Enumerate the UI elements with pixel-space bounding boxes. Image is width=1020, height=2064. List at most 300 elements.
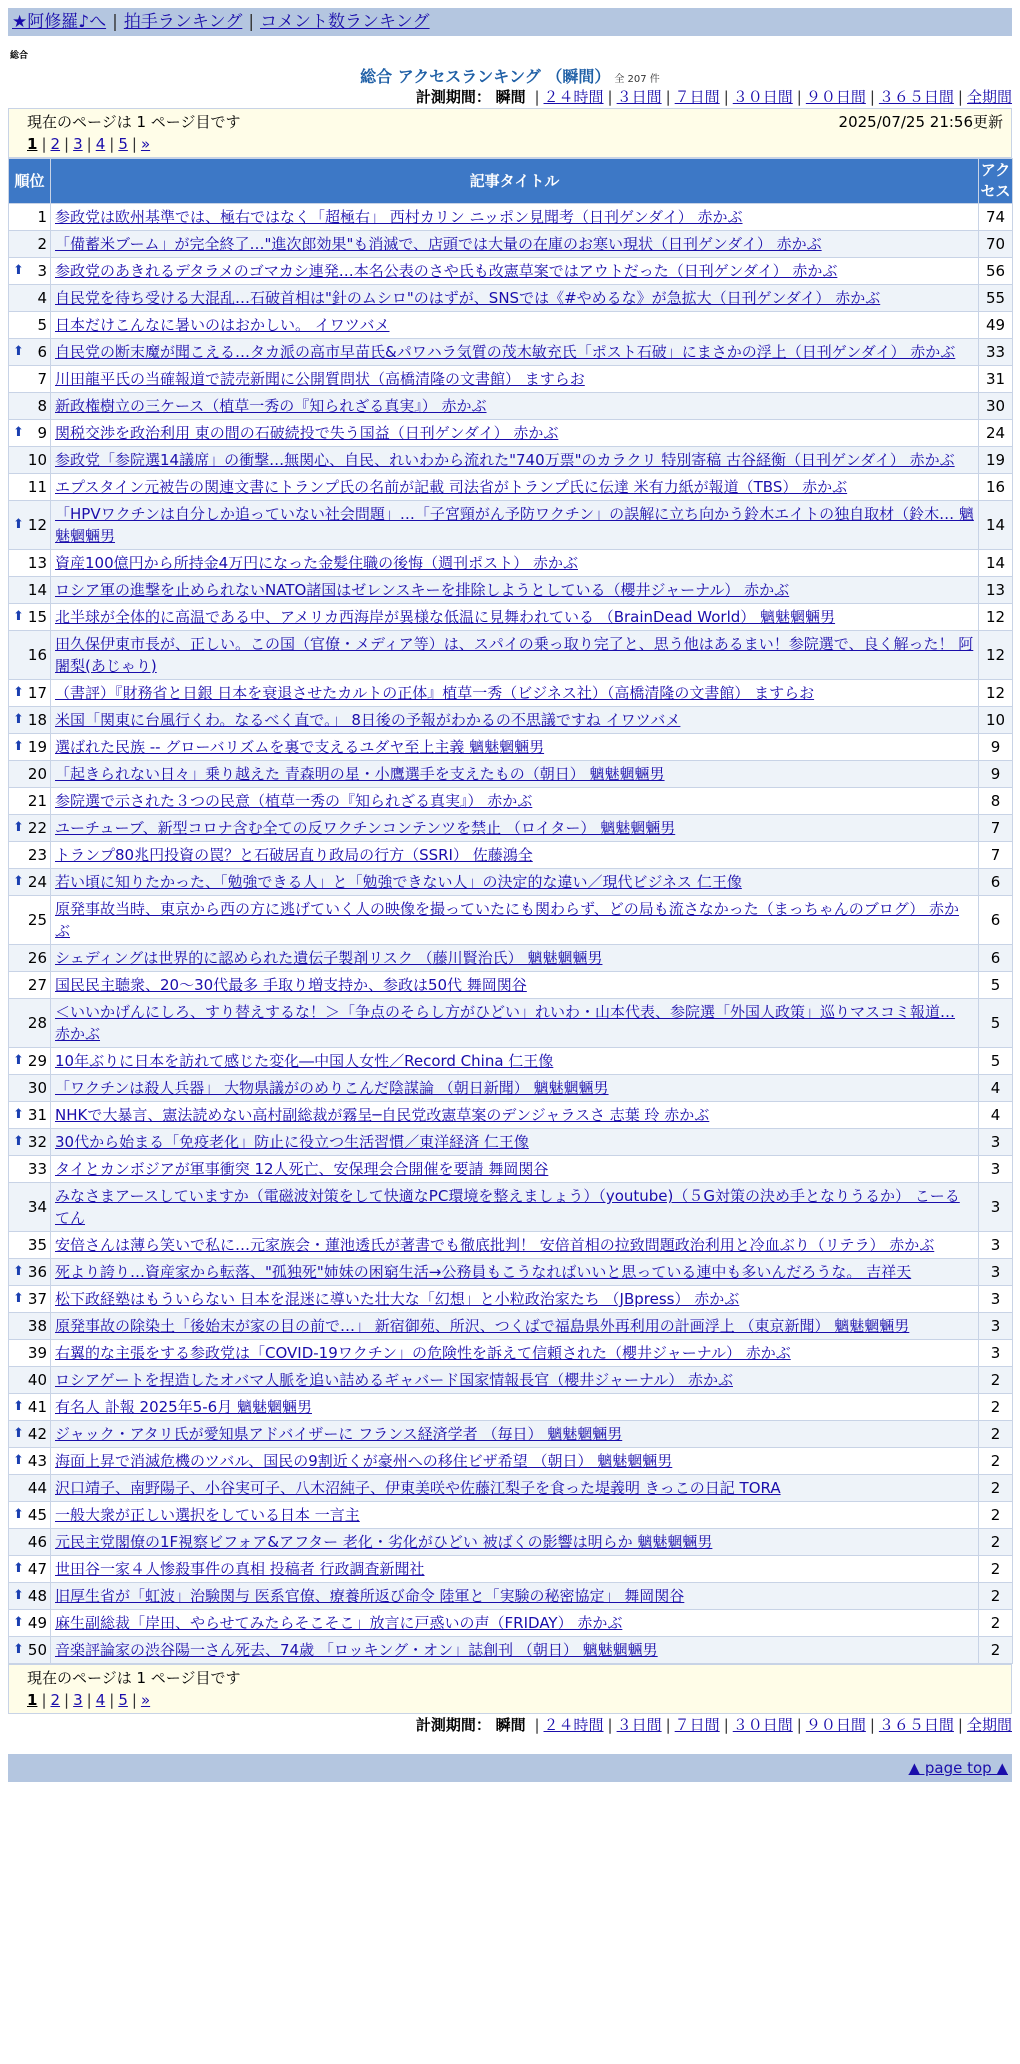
rank-number: 24 bbox=[27, 873, 47, 891]
rank-number: 12 bbox=[27, 516, 47, 534]
article-link[interactable]: 関税交渉を政治利用 東の間の石破続投で失う国益（日刊ゲンダイ） 赤かぶ bbox=[55, 424, 559, 442]
article-link[interactable]: トランプ80兆円投資の罠？と石破居直り政局の行方（SSRI） 佐藤鴻全 bbox=[55, 846, 533, 864]
period-link[interactable]: ２４時間 bbox=[543, 88, 604, 106]
rank-number: 8 bbox=[37, 397, 47, 415]
pager-bottom bbox=[8, 1664, 1012, 1714]
ranking-title-block bbox=[8, 64, 1012, 86]
rank-up-arrow-icon: ⬆ bbox=[13, 1588, 24, 1603]
page-link[interactable]: 2 bbox=[50, 1691, 61, 1709]
title-cell bbox=[51, 474, 979, 501]
title-cell bbox=[51, 393, 979, 420]
page-links bbox=[27, 1689, 1003, 1711]
article-link[interactable]: 海面上昇で消滅危機のツバル、国民の9割近くが豪州への移住ビザ希望 （朝日） 魑魅魍魎男 bbox=[55, 1452, 673, 1470]
period-current: 瞬間 bbox=[495, 1716, 526, 1734]
table-row bbox=[9, 842, 1013, 869]
access-count: 24 bbox=[979, 420, 1013, 447]
access-count: 2 bbox=[979, 1475, 1013, 1502]
rank-number: 39 bbox=[27, 1344, 47, 1362]
rank-up-arrow-icon: ⬆ bbox=[13, 1107, 24, 1122]
article-link[interactable]: 原発事故の除染土「後始末が家の目の前で…」 新宿御苑、所沢、つくばで福島県外再利用の計画浮上 （東京新聞） 魑魅魍魎男 bbox=[55, 1317, 910, 1335]
page-separator: | bbox=[41, 1691, 47, 1709]
article-link[interactable]: 自民党の断末魔が聞こえる…タカ派の高市早苗氏&パワハラ気質の茂木敏充氏「ポスト石破」にまさかの浮上（日刊ゲンダイ） 赤かぶ bbox=[55, 343, 956, 361]
rank-number: 5 bbox=[37, 316, 47, 334]
period-link[interactable]: ９０日間 bbox=[805, 88, 866, 106]
rank-up-arrow-icon: ⬆ bbox=[13, 1561, 24, 1576]
rank-up-arrow-icon: ⬆ bbox=[13, 1264, 24, 1279]
article-link[interactable]: ＜いいかげんにしろ、すり替えするな！＞「争点のそらし方がひどい」れいわ・山本代表、参院選「外国人政策」巡りマスコミ報道… 赤かぶ bbox=[55, 1003, 956, 1043]
rank-number: 33 bbox=[27, 1160, 47, 1178]
access-count: 4 bbox=[979, 1102, 1013, 1129]
access-count: 7 bbox=[979, 842, 1013, 869]
rank-number: 25 bbox=[27, 911, 47, 929]
rank-up-arrow-icon: ⬆ bbox=[13, 874, 24, 889]
title-cell bbox=[51, 339, 979, 366]
period-link[interactable]: ２４時間 bbox=[543, 1716, 604, 1734]
article-link[interactable]: タイとカンボジアが軍事衝突 12人死亡、安保理会合開催を要請 舞岡関谷 bbox=[55, 1160, 549, 1178]
access-count: 6 bbox=[979, 896, 1013, 945]
period-link[interactable]: 全期間 bbox=[966, 1716, 1012, 1734]
rank-up-arrow-icon: ⬆ bbox=[13, 712, 24, 727]
period-separator: | bbox=[723, 88, 729, 106]
table-row bbox=[9, 945, 1013, 972]
current-page-text: 現在のページは 1 ページ目です bbox=[27, 113, 241, 131]
article-link[interactable]: 参政党のあきれるデタラメのゴマカシ連発…本名公表のさや氏も改憲草案ではアウトだった（日刊ゲンダイ） 赤かぶ bbox=[55, 262, 838, 280]
title-cell bbox=[51, 1259, 979, 1286]
rank-up-arrow-icon: ⬆ bbox=[13, 1615, 24, 1630]
article-link[interactable]: 沢口靖子、南野陽子、小谷実可子、八木沼純子、伊東美咲や佐藤江梨子を食った堤義明 きっこの日記 TORA bbox=[55, 1479, 781, 1497]
rank-number: 46 bbox=[27, 1533, 47, 1551]
article-link[interactable]: 参政党「参院選14議席」の衝撃…無関心、自民、れいわから流れた"740万票"のカラクリ 特別寄稿 古谷経衡（日刊ゲンダイ） 赤かぶ bbox=[55, 451, 955, 469]
rank-cell bbox=[9, 312, 51, 339]
period-link[interactable]: ３６５日間 bbox=[878, 88, 954, 106]
rank-number: 20 bbox=[27, 765, 47, 783]
table-row bbox=[9, 285, 1013, 312]
table-row bbox=[9, 366, 1013, 393]
article-link[interactable]: 一般大衆が正しい選択をしている日本 一言主 bbox=[55, 1506, 360, 1524]
table-row bbox=[9, 1259, 1013, 1286]
article-link[interactable]: 「HPVワクチンは自分しか追っていない社会問題」…「子宮頸がん予防ワクチン」の誤解に立ち向かう鈴木エイトの独自取材（鈴木… 魑魅魍魎男 bbox=[55, 505, 974, 545]
table-row bbox=[9, 1286, 1013, 1313]
article-link[interactable]: 旧厚生省が「虹波」治験関与 医系官僚、療養所返び命令 陸軍と「実験の秘密協定」 舞岡関谷 bbox=[55, 1587, 685, 1605]
table-row bbox=[9, 1529, 1013, 1556]
title-header: 記事タイトル bbox=[51, 159, 979, 204]
rank-up-arrow-icon: ⬆ bbox=[13, 517, 24, 532]
rank-up-arrow-icon: ⬆ bbox=[13, 1053, 24, 1068]
top-nav bbox=[8, 8, 1012, 36]
article-link[interactable]: 田久保伊東市長が、正しい。この国（官僚・メディア等）は、スパイの乗っ取り完了と、思う他はあるまい！参院選で、良く解った！ 阿闍梨(あじゃり) bbox=[55, 635, 974, 675]
title-cell bbox=[51, 1102, 979, 1129]
title-cell bbox=[51, 1048, 979, 1075]
title-cell bbox=[51, 1286, 979, 1313]
title-cell bbox=[51, 577, 979, 604]
period-label: 計測期間： bbox=[415, 88, 491, 106]
rank-cell bbox=[9, 604, 51, 631]
access-count: 13 bbox=[979, 577, 1013, 604]
access-count: 5 bbox=[979, 999, 1013, 1048]
table-row bbox=[9, 312, 1013, 339]
period-selector-bottom bbox=[8, 1714, 1012, 1736]
title-cell bbox=[51, 869, 979, 896]
rank-cell bbox=[9, 366, 51, 393]
page-top-link[interactable]: ▲ page top ▲ bbox=[908, 1759, 1008, 1777]
rank-number: 41 bbox=[27, 1398, 47, 1416]
article-link[interactable]: 音楽評論家の渋谷陽一さん死去、74歳 「ロッキング・オン」誌創刊 （朝日） 魑魅魍魎男 bbox=[55, 1641, 658, 1659]
page-link[interactable]: 5 bbox=[118, 1691, 128, 1709]
table-row bbox=[9, 1048, 1013, 1075]
rank-cell bbox=[9, 339, 51, 366]
article-link[interactable]: ユーチューブ、新型コロナ含む全ての反ワクチンコンテンツを禁止 （ロイター） 魑魅魍魎男 bbox=[55, 819, 676, 837]
rank-cell bbox=[9, 420, 51, 447]
rank-cell bbox=[9, 258, 51, 285]
rank-cell bbox=[9, 501, 51, 550]
rank-number: 15 bbox=[27, 608, 47, 626]
rank-number: 26 bbox=[27, 949, 47, 967]
rank-cell bbox=[9, 1556, 51, 1583]
period-separator: | bbox=[723, 1716, 729, 1734]
article-link[interactable]: 若い頃に知りたかった、「勉強できる人」と「勉強できない人」の決定的な違い／現代ビジネス 仁王像 bbox=[55, 873, 742, 891]
access-count: 2 bbox=[979, 1448, 1013, 1475]
access-header: アクセス bbox=[979, 159, 1013, 204]
article-link[interactable]: みなさまアースしていますか（電磁波対策をして快適なPC環境を整えましょう）（youtube)（５G対策の決め手となりうるか） こーるてん bbox=[55, 1187, 960, 1227]
title-cell bbox=[51, 312, 979, 339]
rank-number: 13 bbox=[27, 554, 47, 572]
rank-number: 2 bbox=[37, 235, 47, 253]
title-cell bbox=[51, 1529, 979, 1556]
page-link[interactable]: » bbox=[140, 135, 151, 153]
title-cell bbox=[51, 1367, 979, 1394]
title-cell bbox=[51, 420, 979, 447]
table-row bbox=[9, 631, 1013, 680]
rank-cell bbox=[9, 1421, 51, 1448]
rank-up-arrow-icon: ⬆ bbox=[13, 1291, 24, 1306]
rank-number: 31 bbox=[27, 1106, 47, 1124]
rank-number: 42 bbox=[27, 1425, 47, 1443]
page-separator: | bbox=[64, 1691, 70, 1709]
article-link[interactable]: 10年ぶりに日本を訪れて感じた変化―中国人女性／Record China 仁王像 bbox=[55, 1052, 554, 1070]
rank-cell bbox=[9, 815, 51, 842]
rank-up-arrow-icon: ⬆ bbox=[13, 685, 24, 700]
table-row bbox=[9, 761, 1013, 788]
period-link[interactable]: ３０日間 bbox=[732, 1716, 793, 1734]
article-link[interactable]: シェディングは世界的に認められた遺伝子製剤リスク （藤川賢治氏） 魑魅魍魎男 bbox=[55, 949, 603, 967]
rank-number: 10 bbox=[27, 451, 47, 469]
article-link[interactable]: NHKで大暴言、憲法読めない高村副総裁が霧呈─自民党改憲草案のデンジャラスさ 志葉 玲 赤かぶ bbox=[55, 1106, 710, 1124]
rank-number: 34 bbox=[27, 1198, 47, 1216]
page-link[interactable]: » bbox=[140, 1691, 151, 1709]
rank-number: 7 bbox=[37, 370, 47, 388]
page-separator: | bbox=[86, 1691, 92, 1709]
period-link[interactable]: ９０日間 bbox=[805, 1716, 866, 1734]
title-cell bbox=[51, 1232, 979, 1259]
page-link[interactable]: 3 bbox=[73, 135, 83, 153]
access-count: 55 bbox=[979, 285, 1013, 312]
access-count: 4 bbox=[979, 1075, 1013, 1102]
rank-cell bbox=[9, 761, 51, 788]
rank-cell bbox=[9, 1367, 51, 1394]
ranking-title: 総合 アクセスランキング （瞬間） bbox=[360, 67, 611, 86]
rank-cell bbox=[9, 1102, 51, 1129]
access-count: 2 bbox=[979, 1583, 1013, 1610]
pager-top bbox=[8, 108, 1012, 158]
period-selector-top bbox=[8, 86, 1012, 108]
title-cell bbox=[51, 734, 979, 761]
access-count: 30 bbox=[979, 393, 1013, 420]
table-row bbox=[9, 1367, 1013, 1394]
article-link[interactable]: 参政党は欧州基準では、極右ではなく「超極右」 西村カリン ニッポン見聞考（日刊ゲンダイ） 赤かぶ bbox=[55, 208, 743, 226]
page-link[interactable]: 2 bbox=[50, 135, 61, 153]
rank-cell bbox=[9, 842, 51, 869]
access-count: 6 bbox=[979, 869, 1013, 896]
title-cell bbox=[51, 1394, 979, 1421]
rank-cell bbox=[9, 1502, 51, 1529]
period-separator: | bbox=[607, 88, 613, 106]
access-count: 2 bbox=[979, 1394, 1013, 1421]
access-count: 56 bbox=[979, 258, 1013, 285]
access-count: 3 bbox=[979, 1313, 1013, 1340]
page-separator: | bbox=[131, 135, 137, 153]
rank-number: 1 bbox=[37, 208, 47, 226]
access-count: 7 bbox=[979, 815, 1013, 842]
rank-number: 23 bbox=[27, 846, 47, 864]
table-row bbox=[9, 707, 1013, 734]
rank-number: 50 bbox=[27, 1641, 47, 1659]
article-link[interactable]: 参院選で示された３つの民意（植草一秀の『知られざる真実』） 赤かぶ bbox=[55, 792, 533, 810]
article-link[interactable]: 資産100億円から所持金4万円になった金髪住職の後悔（週刊ポスト） 赤かぶ bbox=[55, 554, 578, 572]
rank-number: 36 bbox=[27, 1263, 47, 1281]
title-cell bbox=[51, 896, 979, 945]
rank-up-arrow-icon: ⬆ bbox=[13, 425, 24, 440]
access-count: 19 bbox=[979, 447, 1013, 474]
period-separator: | bbox=[957, 1716, 963, 1734]
article-link[interactable]: 麻生副総裁「岸田、やらせてみたらそこそこ」放言に戸惑いの声（FRIDAY） 赤かぶ bbox=[55, 1614, 623, 1632]
rank-cell bbox=[9, 204, 51, 231]
table-row bbox=[9, 393, 1013, 420]
table-row bbox=[9, 258, 1013, 285]
access-count: 33 bbox=[979, 339, 1013, 366]
table-row bbox=[9, 680, 1013, 707]
table-row bbox=[9, 1340, 1013, 1367]
rank-cell bbox=[9, 788, 51, 815]
rank-cell bbox=[9, 1183, 51, 1232]
access-count: 14 bbox=[979, 501, 1013, 550]
access-count: 31 bbox=[979, 366, 1013, 393]
article-link[interactable]: （書評）『財務省と日銀 日本を衰退させたカルトの正体』植草一秀（ビジネス社）（高橋清隆の文書館） ますらお bbox=[55, 684, 815, 702]
rank-number: 27 bbox=[27, 976, 47, 994]
updated-timestamp: 2025/07/25 21:56更新 bbox=[838, 113, 1003, 131]
rank-up-arrow-icon: ⬆ bbox=[13, 263, 24, 278]
rank-number: 40 bbox=[27, 1371, 47, 1389]
access-count: 3 bbox=[979, 1340, 1013, 1367]
title-cell bbox=[51, 447, 979, 474]
rank-cell bbox=[9, 1583, 51, 1610]
title-cell bbox=[51, 707, 979, 734]
rank-number: 28 bbox=[27, 1014, 47, 1032]
article-link[interactable]: ロシア軍の進撃を止められないNATO諸国はゼレンスキーを排除しようとしている（櫻井ジャーナル） 赤かぶ bbox=[55, 581, 790, 599]
table-row bbox=[9, 420, 1013, 447]
title-cell bbox=[51, 1075, 979, 1102]
title-cell bbox=[51, 258, 979, 285]
table-row bbox=[9, 1183, 1013, 1232]
ranking-count: 全 207 件 bbox=[614, 74, 660, 85]
title-cell bbox=[51, 1448, 979, 1475]
article-link[interactable]: 北半球が全体的に高温である中、アメリカ西海岸が異様な低温に見舞われている （BrainDead World） 魑魅魍魎男 bbox=[55, 608, 836, 626]
access-count: 5 bbox=[979, 972, 1013, 999]
table-row bbox=[9, 604, 1013, 631]
table-row bbox=[9, 999, 1013, 1048]
article-link[interactable]: 「備蓄米ブーム」が完全終了…"進次郎効果"も消滅で、店頭では大量の在庫のお寒い現状（日刊ゲンダイ） 赤かぶ bbox=[55, 235, 822, 253]
table-row bbox=[9, 1610, 1013, 1637]
article-link[interactable]: 有名人 訃報 2025年5-6月 魑魅魍魎男 bbox=[55, 1398, 312, 1416]
access-count: 2 bbox=[979, 1367, 1013, 1394]
rank-cell bbox=[9, 1286, 51, 1313]
period-separator: | bbox=[796, 1716, 802, 1734]
rank-number: 16 bbox=[27, 646, 47, 664]
access-count: 5 bbox=[979, 1048, 1013, 1075]
title-cell bbox=[51, 604, 979, 631]
period-link[interactable]: ３日間 bbox=[616, 1716, 662, 1734]
rank-cell bbox=[9, 231, 51, 258]
rank-cell bbox=[9, 1340, 51, 1367]
article-link[interactable]: 原発事故当時、東京から西の方に逃げていく人の映像を撮っていたにも関わらず、どの局も流さなかった（まっちゃんのブログ） 赤かぶ bbox=[55, 900, 960, 940]
title-cell bbox=[51, 1129, 979, 1156]
article-link[interactable]: 「起きられない日々」乗り越えた 青森明の星・小鷹選手を支えたもの（朝日） 魑魅魍魎男 bbox=[55, 765, 665, 783]
period-separator: | bbox=[534, 1716, 540, 1734]
rank-cell bbox=[9, 734, 51, 761]
table-row bbox=[9, 204, 1013, 231]
rank-number: 4 bbox=[37, 289, 47, 307]
table-row bbox=[9, 1583, 1013, 1610]
page-link[interactable]: 3 bbox=[73, 1691, 83, 1709]
table-row bbox=[9, 788, 1013, 815]
article-link[interactable]: 日本だけこんなに暑いのはおかしい。 イワツバメ bbox=[55, 316, 390, 334]
table-row bbox=[9, 1475, 1013, 1502]
page-separator: | bbox=[64, 135, 70, 153]
title-cell bbox=[51, 1156, 979, 1183]
rank-cell bbox=[9, 1156, 51, 1183]
article-link[interactable]: ロシアゲートを捏造したオバマ人脈を追い詰めるギャバード国家情報長官（櫻井ジャーナル） 赤かぶ bbox=[55, 1371, 733, 1389]
nav-separator: | bbox=[248, 12, 255, 32]
period-separator: | bbox=[607, 1716, 613, 1734]
rank-cell bbox=[9, 972, 51, 999]
clap-ranking-link[interactable]: 拍手ランキング bbox=[123, 12, 243, 32]
rank-cell bbox=[9, 393, 51, 420]
article-link[interactable]: 死より誇り…資産家から転落、"孤独死"姉妹の困窮生活→公務員もこうなればいいと思っている連中も多いんだろうな。 吉祥天 bbox=[55, 1263, 912, 1281]
period-link[interactable]: ７日間 bbox=[674, 1716, 720, 1734]
article-link[interactable]: 選ばれた民族 -- グローバリズムを裏で支えるユダヤ至上主義 魑魅魍魎男 bbox=[55, 738, 545, 756]
table-row bbox=[9, 734, 1013, 761]
rank-cell bbox=[9, 1448, 51, 1475]
period-label: 計測期間： bbox=[415, 1716, 491, 1734]
article-link[interactable]: 「ワクチンは殺人兵器」 大物県議がのめりこんだ陰謀論 （朝日新聞） 魑魅魍魎男 bbox=[55, 1079, 609, 1097]
access-count: 9 bbox=[979, 734, 1013, 761]
rank-cell bbox=[9, 1075, 51, 1102]
article-link[interactable]: 自民党を待ち受ける大混乱…石破首相は"針のムシロ"のはずが、SNSでは《#やめるな》が急拡大（日刊ゲンダイ） 赤かぶ bbox=[55, 289, 881, 307]
title-cell bbox=[51, 204, 979, 231]
rank-number: 14 bbox=[27, 581, 47, 599]
title-cell bbox=[51, 972, 979, 999]
article-link[interactable]: 松下政経塾はもういらない 日本を混迷に導いた壮大な「幻想」と小粒政治家たち （JBpress） 赤かぶ bbox=[55, 1290, 740, 1308]
rank-number: 37 bbox=[27, 1290, 47, 1308]
rank-number: 38 bbox=[27, 1317, 47, 1335]
rank-cell bbox=[9, 896, 51, 945]
rank-number: 9 bbox=[37, 424, 47, 442]
article-link[interactable]: 30代から始まる「免疫老化」防止に役立つ生活習慣／東洋経済 仁王像 bbox=[55, 1133, 529, 1151]
period-link[interactable]: 全期間 bbox=[966, 88, 1012, 106]
rank-cell bbox=[9, 1259, 51, 1286]
rank-cell bbox=[9, 631, 51, 680]
page-current: 1 bbox=[27, 1691, 38, 1709]
article-link[interactable]: 右翼的な主張をする参政党は「COVID-19ワクチン」の危険性を訴えて信頼された（櫻井ジャーナル） 赤かぶ bbox=[55, 1344, 791, 1362]
period-link[interactable]: ３０日間 bbox=[732, 88, 793, 106]
title-cell bbox=[51, 1556, 979, 1583]
page-link[interactable]: 4 bbox=[95, 135, 106, 153]
title-cell bbox=[51, 680, 979, 707]
period-link[interactable]: ７日間 bbox=[674, 88, 720, 106]
rank-up-arrow-icon: ⬆ bbox=[13, 1453, 24, 1468]
rank-number: 29 bbox=[27, 1052, 47, 1070]
title-cell bbox=[51, 1340, 979, 1367]
title-cell bbox=[51, 1313, 979, 1340]
page-link[interactable]: 4 bbox=[95, 1691, 106, 1709]
rank-up-arrow-icon: ⬆ bbox=[13, 820, 24, 835]
article-link[interactable]: ジャック・アタリ氏が愛知県アドバイザーに フランス経済学者 （毎日） 魑魅魍魎男 bbox=[55, 1425, 623, 1443]
rank-number: 35 bbox=[27, 1236, 47, 1254]
title-cell bbox=[51, 842, 979, 869]
article-link[interactable]: 元民主党閣僚の1F視察ビフォア&アフター 老化・劣化がひどい 被ばくの影響は明らか 魑魅魍魎男 bbox=[55, 1533, 713, 1551]
table-row bbox=[9, 231, 1013, 258]
period-separator: | bbox=[665, 1716, 671, 1734]
title-cell bbox=[51, 815, 979, 842]
table-row bbox=[9, 474, 1013, 501]
article-link[interactable]: 新政権樹立の三ケース（植草一秀の『知られざる真実』） 赤かぶ bbox=[55, 397, 487, 415]
access-count: 10 bbox=[979, 707, 1013, 734]
title-cell bbox=[51, 788, 979, 815]
rank-cell bbox=[9, 1529, 51, 1556]
table-row bbox=[9, 550, 1013, 577]
current-page-text: 現在のページは 1 ページ目です bbox=[27, 1669, 241, 1687]
period-link[interactable]: ３日間 bbox=[616, 88, 662, 106]
rank-cell bbox=[9, 1610, 51, 1637]
access-count: 2 bbox=[979, 1610, 1013, 1637]
home-link[interactable]: ★阿修羅♪へ bbox=[12, 12, 107, 32]
access-count: 74 bbox=[979, 204, 1013, 231]
access-count: 12 bbox=[979, 680, 1013, 707]
rank-up-arrow-icon: ⬆ bbox=[13, 609, 24, 624]
article-link[interactable]: エプスタイン元被告の関連文書にトランプ氏の名前が記載 司法省がトランプ氏に伝達 米有力紙が報道（TBS） 赤かぶ bbox=[55, 478, 848, 496]
access-count: 3 bbox=[979, 1156, 1013, 1183]
title-cell bbox=[51, 1421, 979, 1448]
rank-cell bbox=[9, 1394, 51, 1421]
comment-ranking-link[interactable]: コメント数ランキング bbox=[260, 12, 430, 32]
rank-number: 30 bbox=[27, 1079, 47, 1097]
article-link[interactable]: 安倍さんは薄ら笑いで私に…元家族会・蓮池透氏が著書でも徹底批判！ 安倍首相の拉致問題政治利用と冷血ぶり（リテラ） 赤かぶ bbox=[55, 1236, 935, 1254]
nav-separator: | bbox=[112, 12, 118, 32]
rank-cell bbox=[9, 1313, 51, 1340]
title-cell bbox=[51, 999, 979, 1048]
article-link[interactable]: 米国「関東に台風行くわ。なるべく直で。」 8日後の予報がわかるの不思議ですね イワツバメ bbox=[55, 711, 681, 729]
page-link[interactable]: 5 bbox=[118, 135, 128, 153]
table-row bbox=[9, 1502, 1013, 1529]
rank-cell bbox=[9, 999, 51, 1048]
article-link[interactable]: 国民民主聴衆、20～30代最多 手取り増支持か、参政は50代 舞岡関谷 bbox=[55, 976, 527, 994]
period-link[interactable]: ３６５日間 bbox=[878, 1716, 954, 1734]
title-cell bbox=[51, 1610, 979, 1637]
article-link[interactable]: 川田龍平氏の当確報道で読売新聞に公開質問状（高橋清隆の文書館） ますらお bbox=[55, 370, 585, 388]
article-link[interactable]: 世田谷一家４人惨殺事件の真相 投稿者 行政調査新聞社 bbox=[55, 1560, 425, 1578]
rank-up-arrow-icon: ⬆ bbox=[13, 1399, 24, 1414]
table-row bbox=[9, 1421, 1013, 1448]
page-separator: | bbox=[86, 135, 92, 153]
